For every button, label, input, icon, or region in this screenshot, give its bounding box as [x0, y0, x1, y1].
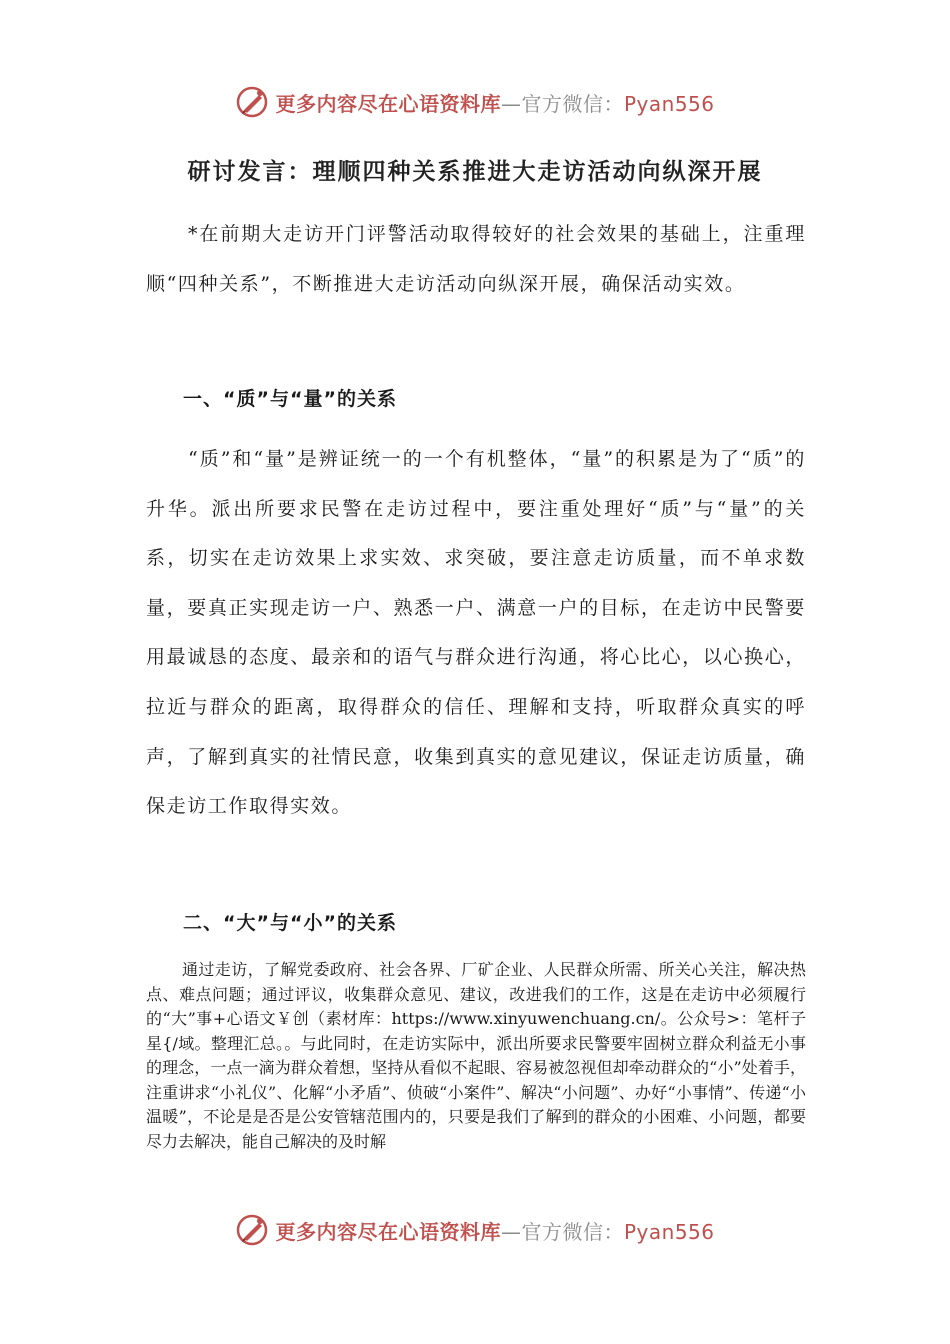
document-title: 研讨发言：理顺四种关系推进大走访活动向纵深开展: [187, 159, 763, 185]
header-banner: [0, 82, 950, 122]
banner-handle: Pyan556: [623, 1219, 715, 1244]
banner-official: —官方微信：: [500, 1219, 624, 1244]
pen-logo-icon: [235, 85, 269, 119]
footer-banner: [0, 1210, 950, 1250]
section-2-heading: 二、“大”与“小”的关系: [183, 912, 397, 934]
banner-official: —官方微信：: [500, 91, 624, 116]
section-1-heading: 一、“质”与“量”的关系: [183, 388, 397, 410]
section-2-body: 通过走访，了解党委政府、社会各界、厂矿企业、人民群众所需、所关心关注，解决热点、难点问题；通过评议，收集群众意见、建议，改进我们的工作，这是在走访中必须履行的“大”事+心语文￥创（素材库：https://www.xinyuwenchuang.cn/。公众号>：笔杆子星{/域。整理汇总。。与此同时，在走访实际中，派出所要求民警要牢固树立群众利益无小事的理念，一点一滴为群众着想，坚持从看似不起眼、容易被忽视但却牵动群众的“小”处着手，注重讲求“小礼仪”、化解“小矛盾”、侦破“小案件”、解决“小问题”、办好“小事情”、传递“小温暖”，不论是是否是公安管辖范围内的，只要是我们了解到的群众的小困难、小问题，都要尽力去解决，能自己解决的及时解: [146, 960, 806, 1151]
footer-banner-text: [275, 1216, 714, 1245]
section-1-body: “质”和“量”是辨证统一的一个有机整体，“量”的积累是为了“质”的升华。派出所要求民警在走访过程中，要注重处理好“质”与“量”的关系，切实在走访效果上求实效、求突破，要注意走访质量，而不单求数量，要真正实现走访一户、熟悉一户、满意一户的目标，在走访中民警要用最诚恳的态度、最亲和的语气与群众进行沟通，将心比心，以心换心，拉近与群众的距离，取得群众的信任、理解和支持，听取群众真实的呼声，了解到真实的社情民意，收集到真实的意见建议，保证走访质量，确保走访工作取得实效。: [146, 448, 806, 818]
intro-paragraph: *在前期大走访开门评警活动取得较好的社会效果的基础上，注重理顺“四种关系”，不断推进大走访活动向纵深开展，确保活动实效。: [146, 223, 806, 295]
banner-handle: Pyan556: [623, 91, 715, 116]
banner-brand: 更多内容尽在心语资料库: [275, 1219, 501, 1244]
header-banner-text: [275, 88, 714, 117]
pen-logo-icon: [235, 1213, 269, 1247]
banner-brand: 更多内容尽在心语资料库: [275, 91, 501, 116]
